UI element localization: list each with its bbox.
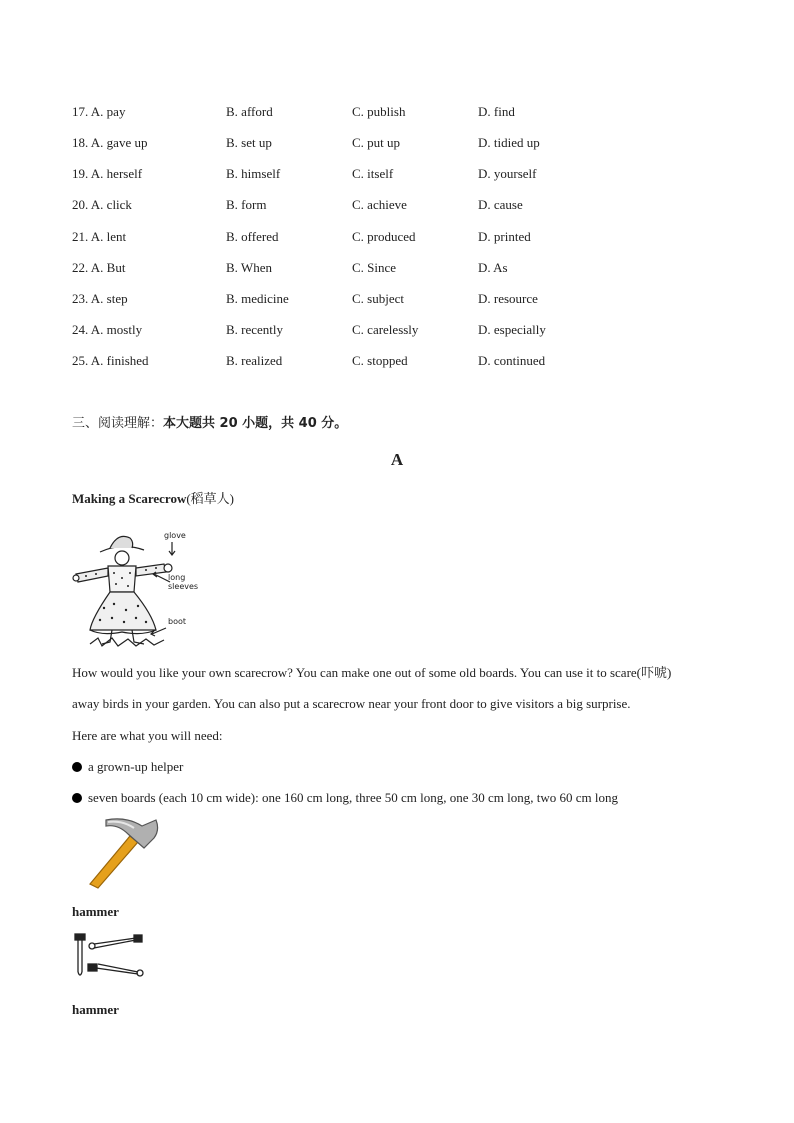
option-row [0, 164, 794, 184]
option-c: C. itself [352, 166, 394, 181]
option-row [0, 133, 794, 153]
option-row [0, 195, 794, 215]
option-d: D. find [478, 104, 515, 119]
label-boot: boot [168, 617, 187, 626]
option-row [0, 102, 794, 122]
option-b: B. When [226, 260, 272, 275]
option-d: D. cause [478, 197, 523, 212]
option-b: B. set up [226, 135, 272, 150]
option-d: D. yourself [478, 166, 537, 181]
title-en: Making a Scarecrow [72, 491, 187, 506]
option-d: D. As [478, 260, 508, 275]
label-long: long [168, 573, 186, 582]
option-a: 20. A. click [72, 197, 132, 212]
hammer-image [86, 816, 162, 888]
option-c: C. produced [352, 229, 416, 244]
option-row [0, 258, 794, 278]
safety-pins-image [72, 932, 148, 980]
section-bold: 本大题共 20 小题，共 40 分。 [163, 416, 348, 431]
option-b: B. form [226, 197, 267, 212]
option-a: 23. A. step [72, 291, 128, 306]
option-row [0, 227, 794, 247]
option-c: C. publish [352, 104, 406, 119]
option-c: C. stopped [352, 353, 408, 368]
option-c: C. put up [352, 135, 401, 150]
passage-letter: A [390, 450, 404, 469]
bullet-dot [72, 793, 82, 803]
option-d: D. especially [478, 322, 546, 337]
option-d: D. continued [478, 353, 546, 368]
option-a: 18. A. gave up [72, 135, 148, 150]
option-d: D. resource [478, 291, 538, 306]
label-sleeves: sleeves [168, 582, 199, 591]
option-row [0, 320, 794, 340]
option-c: C. carelessly [352, 322, 419, 337]
option-row [0, 351, 794, 371]
option-c: C. Since [352, 260, 397, 275]
option-a: 19. A. herself [72, 166, 143, 181]
caption-hammer-2: hammer [72, 1002, 119, 1017]
option-a: 25. A. finished [72, 353, 149, 368]
paragraph-2: away birds in your garden. You can also put a scarecrow near your front door to give visitors a big surprise. [72, 696, 631, 711]
option-b: B. realized [226, 353, 283, 368]
bullet-dot [72, 762, 82, 772]
section-heading [72, 414, 347, 434]
title-cn: (稻草人) [186, 491, 235, 506]
caption-hammer-1: hammer [72, 904, 119, 919]
option-b: B. afford [226, 104, 273, 119]
passage-title [72, 488, 234, 507]
option-a: 21. A. lent [72, 229, 127, 244]
bullet-text-2: seven boards (each 10 cm wide): one 160 cm long, three 50 cm long, one 30 cm long, two 60 cm long [88, 790, 618, 805]
option-c: C. subject [352, 291, 404, 306]
paragraph-1: How would you like your own scarecrow? You can make one out of some old boards. You can use it to scare(吓唬) [72, 665, 672, 680]
bullet-item-2 [72, 788, 618, 808]
bullet-text-1: a grown-up helper [88, 759, 184, 774]
label-glove: glove [164, 531, 186, 540]
option-b: B. recently [226, 322, 284, 337]
option-d: D. printed [478, 229, 531, 244]
option-a: 22. A. But [72, 260, 126, 275]
option-b: B. himself [226, 166, 281, 181]
bullet-item-1 [72, 757, 183, 777]
paragraph-3: Here are what you will need: [72, 728, 223, 743]
option-a: 24. A. mostly [72, 322, 143, 337]
scarecrow-illustration [72, 518, 199, 648]
option-c: C. achieve [352, 197, 407, 212]
option-row [0, 289, 794, 309]
section-prefix: 三、阅读理解： [72, 416, 164, 431]
option-b: B. offered [226, 229, 279, 244]
option-a: 17. A. pay [72, 104, 126, 119]
option-b: B. medicine [226, 291, 289, 306]
option-d: D. tidied up [478, 135, 540, 150]
